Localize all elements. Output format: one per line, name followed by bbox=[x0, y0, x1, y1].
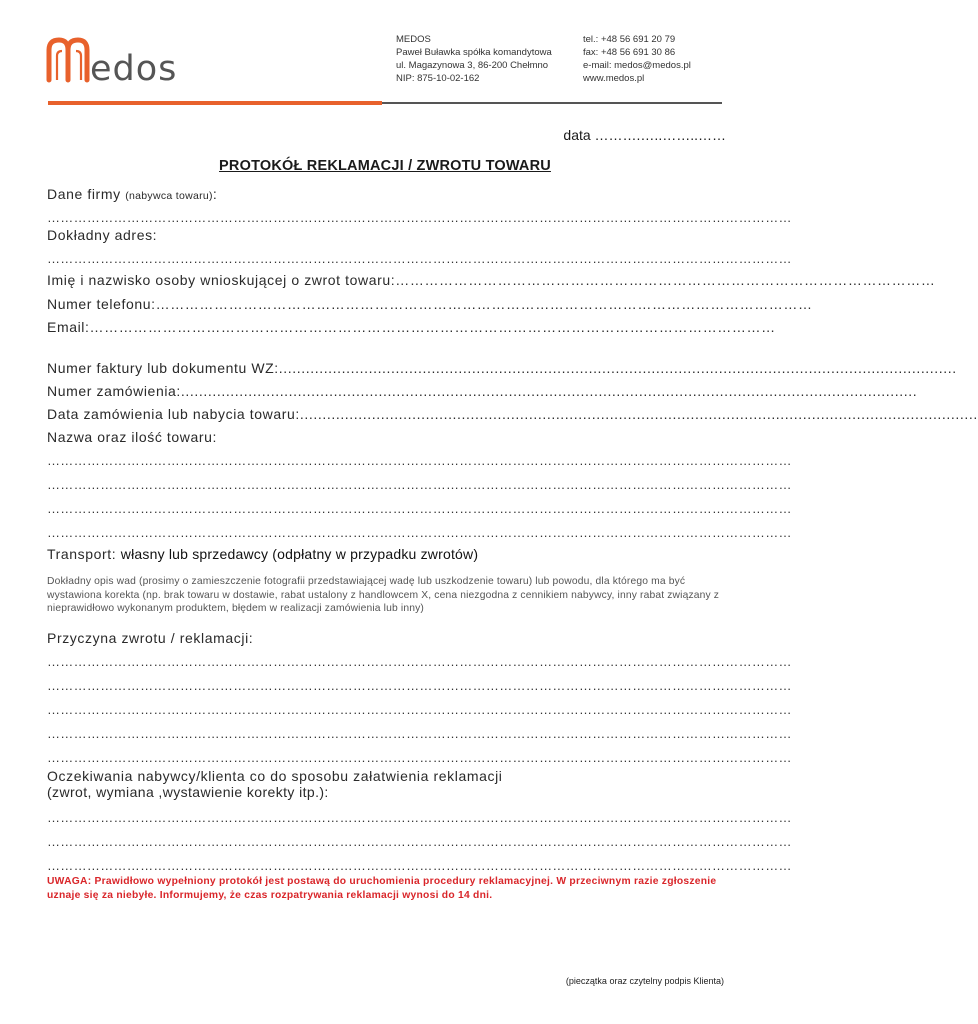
nazwa-input-line[interactable]: …………………………………………………………………………………………………………………………………………………… bbox=[47, 501, 792, 516]
header-rule-accent bbox=[48, 101, 382, 105]
telefon-label: Numer telefonu: bbox=[47, 296, 156, 312]
company-line: NIP: 875-10-02-162 bbox=[396, 73, 480, 84]
przyczyna-label: Przyczyna zwrotu / reklamacji: bbox=[47, 630, 254, 646]
defect-description-note: Dokładny opis wad (prosimy o zamieszczenie fotografii przedstawiającej wadę lub uszkodzenie towaru) lub powodu, dla którego ma być wystawiona korekta (np. brak towaru w dostawie, rabat ustalony z handlowcem X, cena niezgodna z cennikiem nabywcy, inny rabat związany z nieprawidłowo wykonanym produktem, błędem w realizacji zamówienia lub inny) bbox=[47, 576, 720, 614]
email-label: Email: bbox=[47, 319, 90, 335]
company-line: Paweł Buławka spółka komandytowa bbox=[396, 47, 552, 58]
nazwa-input-line[interactable]: …………………………………………………………………………………………………………………………………………………… bbox=[47, 525, 792, 540]
logo-wordmark: edos bbox=[90, 49, 178, 89]
data-zamowienia-row[interactable] bbox=[47, 406, 978, 422]
email-dots: …………………………………………………………………………………………………………………………… bbox=[89, 319, 776, 335]
imie-label: Imię i nazwisko osoby wnioskującej o zwrot towaru: bbox=[47, 272, 396, 288]
oczekiwania-sublabel: (zwrot, wymiana ,wystawienie korekty itp.): bbox=[47, 784, 329, 800]
date-label: data bbox=[563, 127, 591, 143]
header-rule bbox=[382, 102, 722, 104]
nazwa-input-line[interactable]: …………………………………………………………………………………………………………………………………………………… bbox=[47, 477, 792, 492]
adres-input-line[interactable]: …………………………………………………………………………………………………………………………………………………… bbox=[47, 251, 792, 266]
adres-label: Dokładny adres: bbox=[47, 227, 158, 243]
oczekiwania-input-line[interactable]: …………………………………………………………………………………………………………………………………………………… bbox=[47, 810, 792, 825]
logo bbox=[46, 36, 198, 89]
zamowienie-label: Numer zamówienia: bbox=[47, 383, 181, 399]
faktura-label: Numer faktury lub dokumentu WZ: bbox=[47, 360, 279, 376]
date-dots: ……….…..……..…… bbox=[594, 127, 726, 143]
data-zamowienia-dots: ....................................................................................................................................................... bbox=[299, 406, 978, 422]
przyczyna-input-line[interactable]: …………………………………………………………………………………………………………………………………………………… bbox=[47, 726, 792, 741]
warning-text: UWAGA: Prawidłowo wypełniony protokół jest postawą do uruchomienia procedury reklamacyjnej. W przeciwnym razie zgłoszenie uznaje się za niebyłe. Informujemy, że czas rozpatrywania reklamacji wynosi do 14 dni. bbox=[47, 876, 717, 901]
transport-value: własny lub sprzedawcy (odpłatny w przypadku zwrotów) bbox=[120, 546, 479, 562]
imie-dots: ………………………………………………………………………………………………… bbox=[395, 272, 936, 288]
nazwa-label: Nazwa oraz ilość towaru: bbox=[47, 429, 218, 445]
form-title: PROTOKÓŁ REKLAMACJI / ZWROTU TOWARU bbox=[219, 158, 551, 174]
faktura-dots: ....................................................................................................................................................... bbox=[278, 360, 957, 376]
date-field[interactable] bbox=[563, 127, 726, 143]
data-zamowienia-label: Data zamówienia lub nabycia towaru: bbox=[47, 406, 300, 422]
stamp-signature-caption: (pieczątka oraz czytelny podpis Klienta) bbox=[565, 976, 724, 986]
przyczyna-input-line[interactable]: …………………………………………………………………………………………………………………………………………………… bbox=[47, 750, 792, 765]
contact-phone: tel.: +48 56 691 20 79 bbox=[583, 34, 676, 45]
firma-input-line[interactable]: …………………………………………………………………………………………………………………………………………………… bbox=[47, 210, 792, 225]
przyczyna-input-line[interactable]: …………………………………………………………………………………………………………………………………………………… bbox=[47, 702, 792, 717]
company-info bbox=[396, 33, 552, 85]
oczekiwania-label: Oczekiwania nabywcy/klienta co do sposobu załatwienia reklamacji bbox=[47, 768, 503, 784]
logo-graphic bbox=[46, 36, 198, 89]
przyczyna-input-line[interactable]: …………………………………………………………………………………………………………………………………………………… bbox=[47, 654, 792, 669]
zamowienie-dots: .................................................................................................................................................................... bbox=[180, 383, 918, 399]
faktura-row[interactable] bbox=[47, 360, 957, 376]
email-row[interactable] bbox=[47, 319, 776, 335]
transport-row bbox=[47, 546, 478, 562]
nazwa-input-line[interactable]: …………………………………………………………………………………………………………………………………………………… bbox=[47, 453, 792, 468]
przyczyna-input-line[interactable]: …………………………………………………………………………………………………………………………………………………… bbox=[47, 678, 792, 693]
contact-info bbox=[583, 33, 691, 85]
transport-label: Transport: bbox=[47, 546, 117, 562]
zamowienie-row[interactable] bbox=[47, 383, 918, 399]
contact-website: www.medos.pl bbox=[583, 73, 645, 84]
telefon-dots: ……………………………………………………………………………………………………………………… bbox=[155, 296, 813, 312]
firma-label: Dane firmy (nabywca towaru): bbox=[47, 186, 218, 202]
oczekiwania-input-line[interactable]: …………………………………………………………………………………………………………………………………………………… bbox=[47, 858, 792, 873]
telefon-row[interactable] bbox=[47, 296, 813, 312]
company-line: MEDOS bbox=[396, 34, 431, 45]
contact-email: e-mail: medos@medos.pl bbox=[583, 60, 691, 71]
contact-fax: fax: +48 56 691 30 86 bbox=[583, 47, 676, 58]
company-line: ul. Magazynowa 3, 86-200 Chełmno bbox=[396, 60, 549, 71]
firma-sublabel: (nabywca towaru) bbox=[125, 190, 213, 202]
imie-row[interactable] bbox=[47, 272, 936, 288]
oczekiwania-input-line[interactable]: …………………………………………………………………………………………………………………………………………………… bbox=[47, 834, 792, 849]
